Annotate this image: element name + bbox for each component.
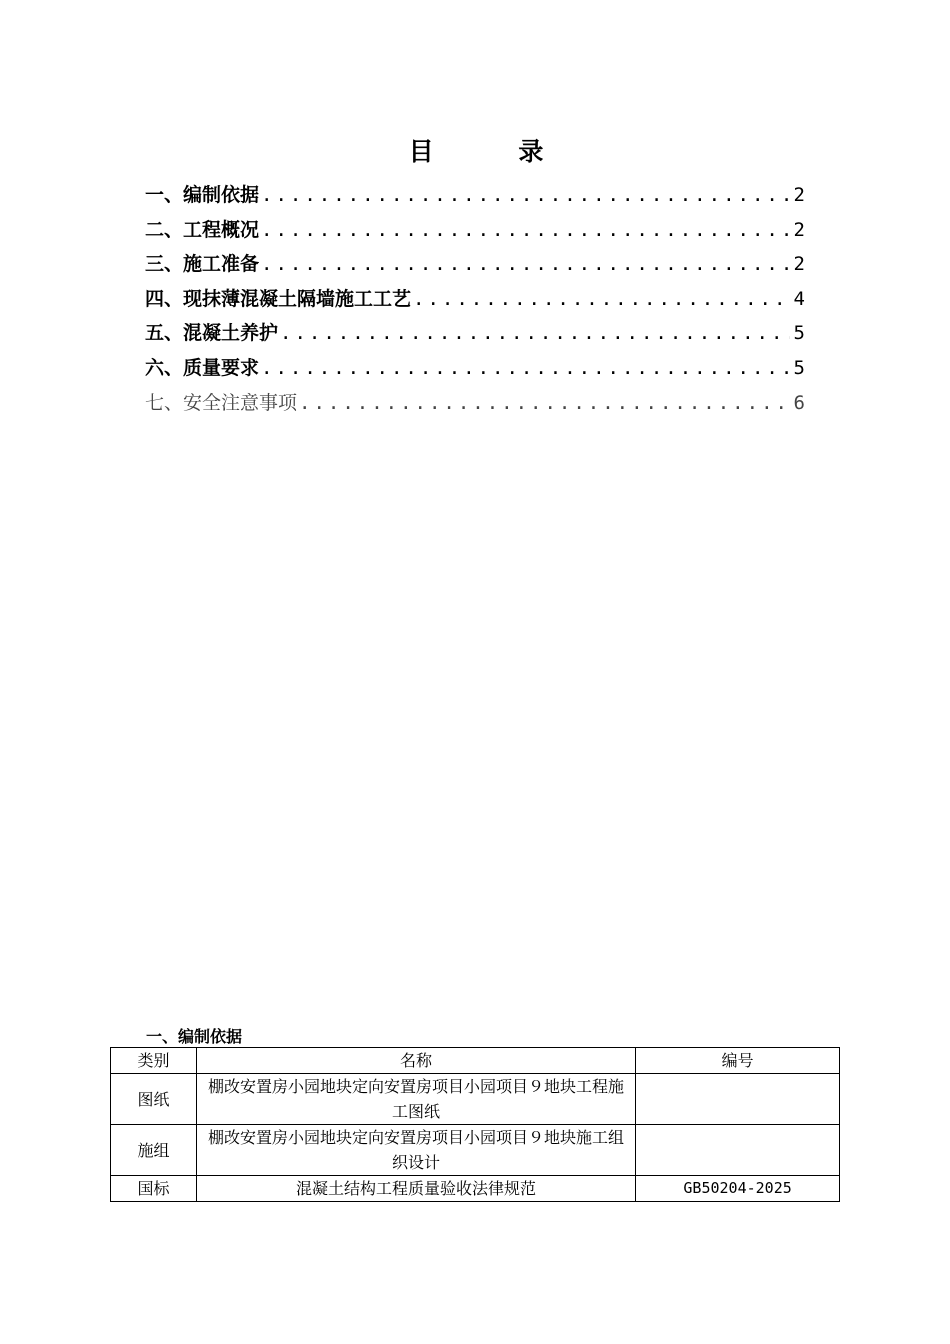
table-of-contents	[145, 180, 805, 422]
toc-item-page: 2	[793, 184, 805, 206]
column-header: 名称	[196, 1048, 635, 1074]
code-cell	[636, 1074, 840, 1125]
toc-leader-dots	[413, 288, 790, 310]
table-row	[111, 1125, 840, 1176]
toc-item[interactable]	[145, 284, 805, 319]
toc-leader-dots	[280, 322, 790, 344]
toc-item-label: 三、施工准备	[145, 253, 260, 276]
toc-item-page: 2	[793, 218, 805, 241]
toc-title: 目 录	[408, 137, 582, 166]
toc-item-page: 4	[793, 287, 805, 310]
section-heading: 一、编制依据	[146, 1027, 243, 1046]
basis-table	[110, 1047, 840, 1202]
toc-item-label: 五、混凝土养护	[145, 322, 279, 345]
toc-leader-dots	[261, 184, 790, 206]
toc-item[interactable]	[145, 388, 805, 423]
toc-item-label: 二、工程概况	[145, 218, 260, 241]
category-cell: 图纸	[111, 1074, 197, 1125]
toc-item-page: 6	[793, 391, 805, 414]
name-cell: 棚改安置房小园地块定向安置房项目小园项目９地块工程施工图纸	[196, 1074, 635, 1125]
toc-item[interactable]	[145, 249, 805, 284]
code-cell	[636, 1125, 840, 1176]
toc-leader-dots	[261, 219, 790, 241]
table-row	[111, 1176, 840, 1202]
toc-item-page: 2	[793, 253, 805, 276]
toc-item[interactable]	[145, 180, 805, 215]
category-cell: 施组	[111, 1125, 197, 1176]
toc-item-label: 六、质量要求	[145, 356, 260, 379]
toc-leader-dots	[299, 392, 790, 414]
table-row	[111, 1074, 840, 1125]
toc-leader-dots	[261, 253, 790, 275]
code-cell: GB50204-2025	[636, 1176, 840, 1202]
toc-item-label: 一、编制依据	[145, 184, 260, 206]
toc-item[interactable]	[145, 318, 805, 353]
table-header-row	[111, 1048, 840, 1074]
name-cell: 棚改安置房小园地块定向安置房项目小园项目９地块施工组织设计	[196, 1125, 635, 1176]
toc-item-label: 七、安全注意事项	[145, 391, 298, 414]
toc-item[interactable]	[145, 353, 805, 388]
toc-item-label: 四、现抹薄混凝土隔墙施工工艺	[145, 287, 412, 310]
toc-leader-dots	[261, 357, 790, 379]
name-cell: 混凝土结构工程质量验收法律规范	[196, 1176, 635, 1202]
column-header: 编号	[636, 1048, 840, 1074]
toc-item[interactable]	[145, 215, 805, 250]
toc-item-page: 5	[793, 356, 805, 379]
column-header: 类别	[111, 1048, 197, 1074]
toc-item-page: 5	[793, 322, 805, 345]
category-cell: 国标	[111, 1176, 197, 1202]
